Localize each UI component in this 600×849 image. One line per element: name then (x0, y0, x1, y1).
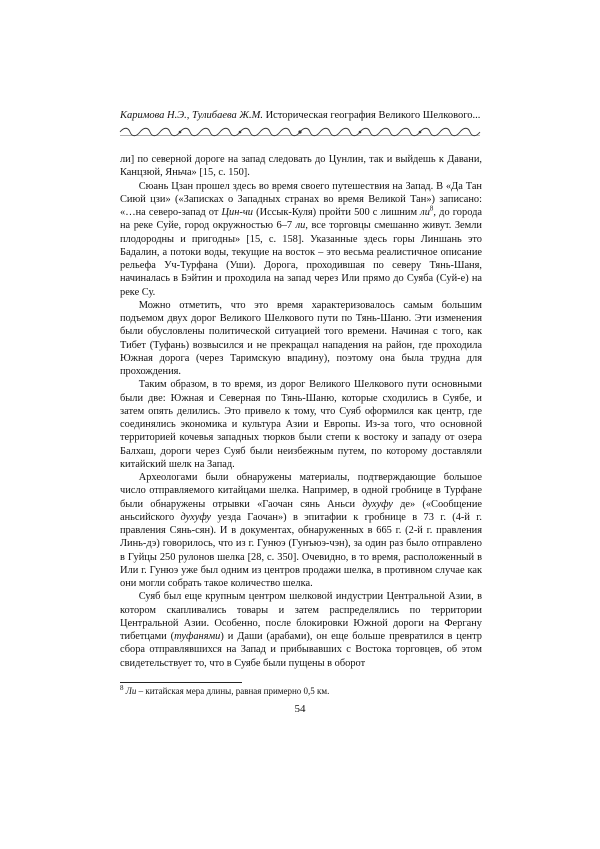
footnote-number: 8 (120, 684, 124, 692)
header-authors: Каримова Н.Э., Тулибаева Ж.М. (120, 110, 263, 121)
footnote-ref[interactable]: 8 (429, 204, 434, 213)
footnote-rule (120, 682, 242, 683)
paragraph: Можно отметить, что это время характеризовалось самым большим подъемом двух дорог Великого Шелкового пути по Тянь-Шаню. Эти изменения были обусловлены политической ситуацией того времени. Начиная с того, как Тибет (Туфань) возвысился и не прекращал нападения на район, где проходила Южная дорога (через Таримскую впадину), поэтому она была трудна для прохождения. (120, 299, 482, 377)
footnote (120, 686, 482, 697)
header-title: Историческая география Великого Шелкового... (262, 110, 480, 121)
paragraph: Таким образом, в то время, из дорог Великого Шелкового пути основными были две: Южная и Северная по Тянь-Шаню, которые сходились в Суябе, и затем опять делились. Это привело к тому, что Суяб оформился как центр, где соединялись экономика и культура Азии и Европы. Из-за того, что основной территорией кочевья западных тюрков были степи к востоку и западу от озера Балхаш, дороги через Суяб были неизбежным путем, по которому доставляли китайский шелк на Запад. (120, 379, 482, 470)
page-number: 54 (294, 703, 306, 715)
ornament-divider (118, 126, 482, 138)
running-header (120, 110, 480, 121)
footnote-term: Ли (125, 686, 137, 696)
paragraph: ли] по северной дороге на запад следовать до Цунлин, так и выйдешь к Давани, Канцзюй, Яньча» [15, с. 150]. (120, 154, 482, 179)
paragraph: Сюань Цзан прошел здесь во время своего путешествия на Запад. В «Да Тан Сиюй цзи» («Записках о Западных странах во время Великой Тан») записано: «…на северо-запад от Цин-чи (Иссык-Куля) пройти 500 с лишним $ли^8$, до города на реке Суйе, город окружностью 6–7 ли, все торговцы смешанно живут. Земли плодородны и пригодны» [15, с. 158]. Указанные здесь горы Линшань это Бадалин, а потоки воды, текущие на восток – это весьма реалистичное описание рельефа Уч-Турфана (Уши). Дорога, проходившая по северу Тянь-Шаня, начиналась в Бэйтин и проходила на запад через Или прямо до Суяба (Суй-е) на реке Су. (120, 180, 482, 298)
footnote-text: – китайская мера длины, равная примерно 0,5 км. (136, 686, 330, 696)
main-text (120, 153, 482, 670)
paragraph: Археологами были обнаружены материалы, подтверждающие большое число отправляемого китайцами шелка. Например, в одной гробнице в Турфане были обнаружены отрывки «Гаочан сянь Аньси духуфу де» («Сообщение аньсийского духуфу уезда Гаочан») в эпитафии к гробнице в 73 г. (4-й г. правления Сянь-сян). И в документах, обнаруженных в 665 г. (2-й г. правления Линь-дэ) говорилось, что из г. Гунюэ (Гунъюэ-чэн), за один раз было отправлено в Гуйцы 250 рулонов шелка [28, с. 350]. Очевидно, в то время, расположенный в Или г. Гунюэ уже был одним из центров продажи шелка, в противном случае как они могли собрать такое количество шелка. (120, 472, 482, 589)
paragraph: Суяб был еще крупным центром шелковой индустрии Центральной Азии, в котором скапливались товары и затем распределялись по территории Центральной Азии. Особенно, после блокировки Южной дороги на Фергану тибетцами (туфанями) и Даши (арабами), он еще больше превратился в центр сбора отправлявшихся на Запад и прибывавших с Востока торговцев, об этом свидетельствует то, что в Суябе были пущены в оборот (120, 591, 482, 669)
